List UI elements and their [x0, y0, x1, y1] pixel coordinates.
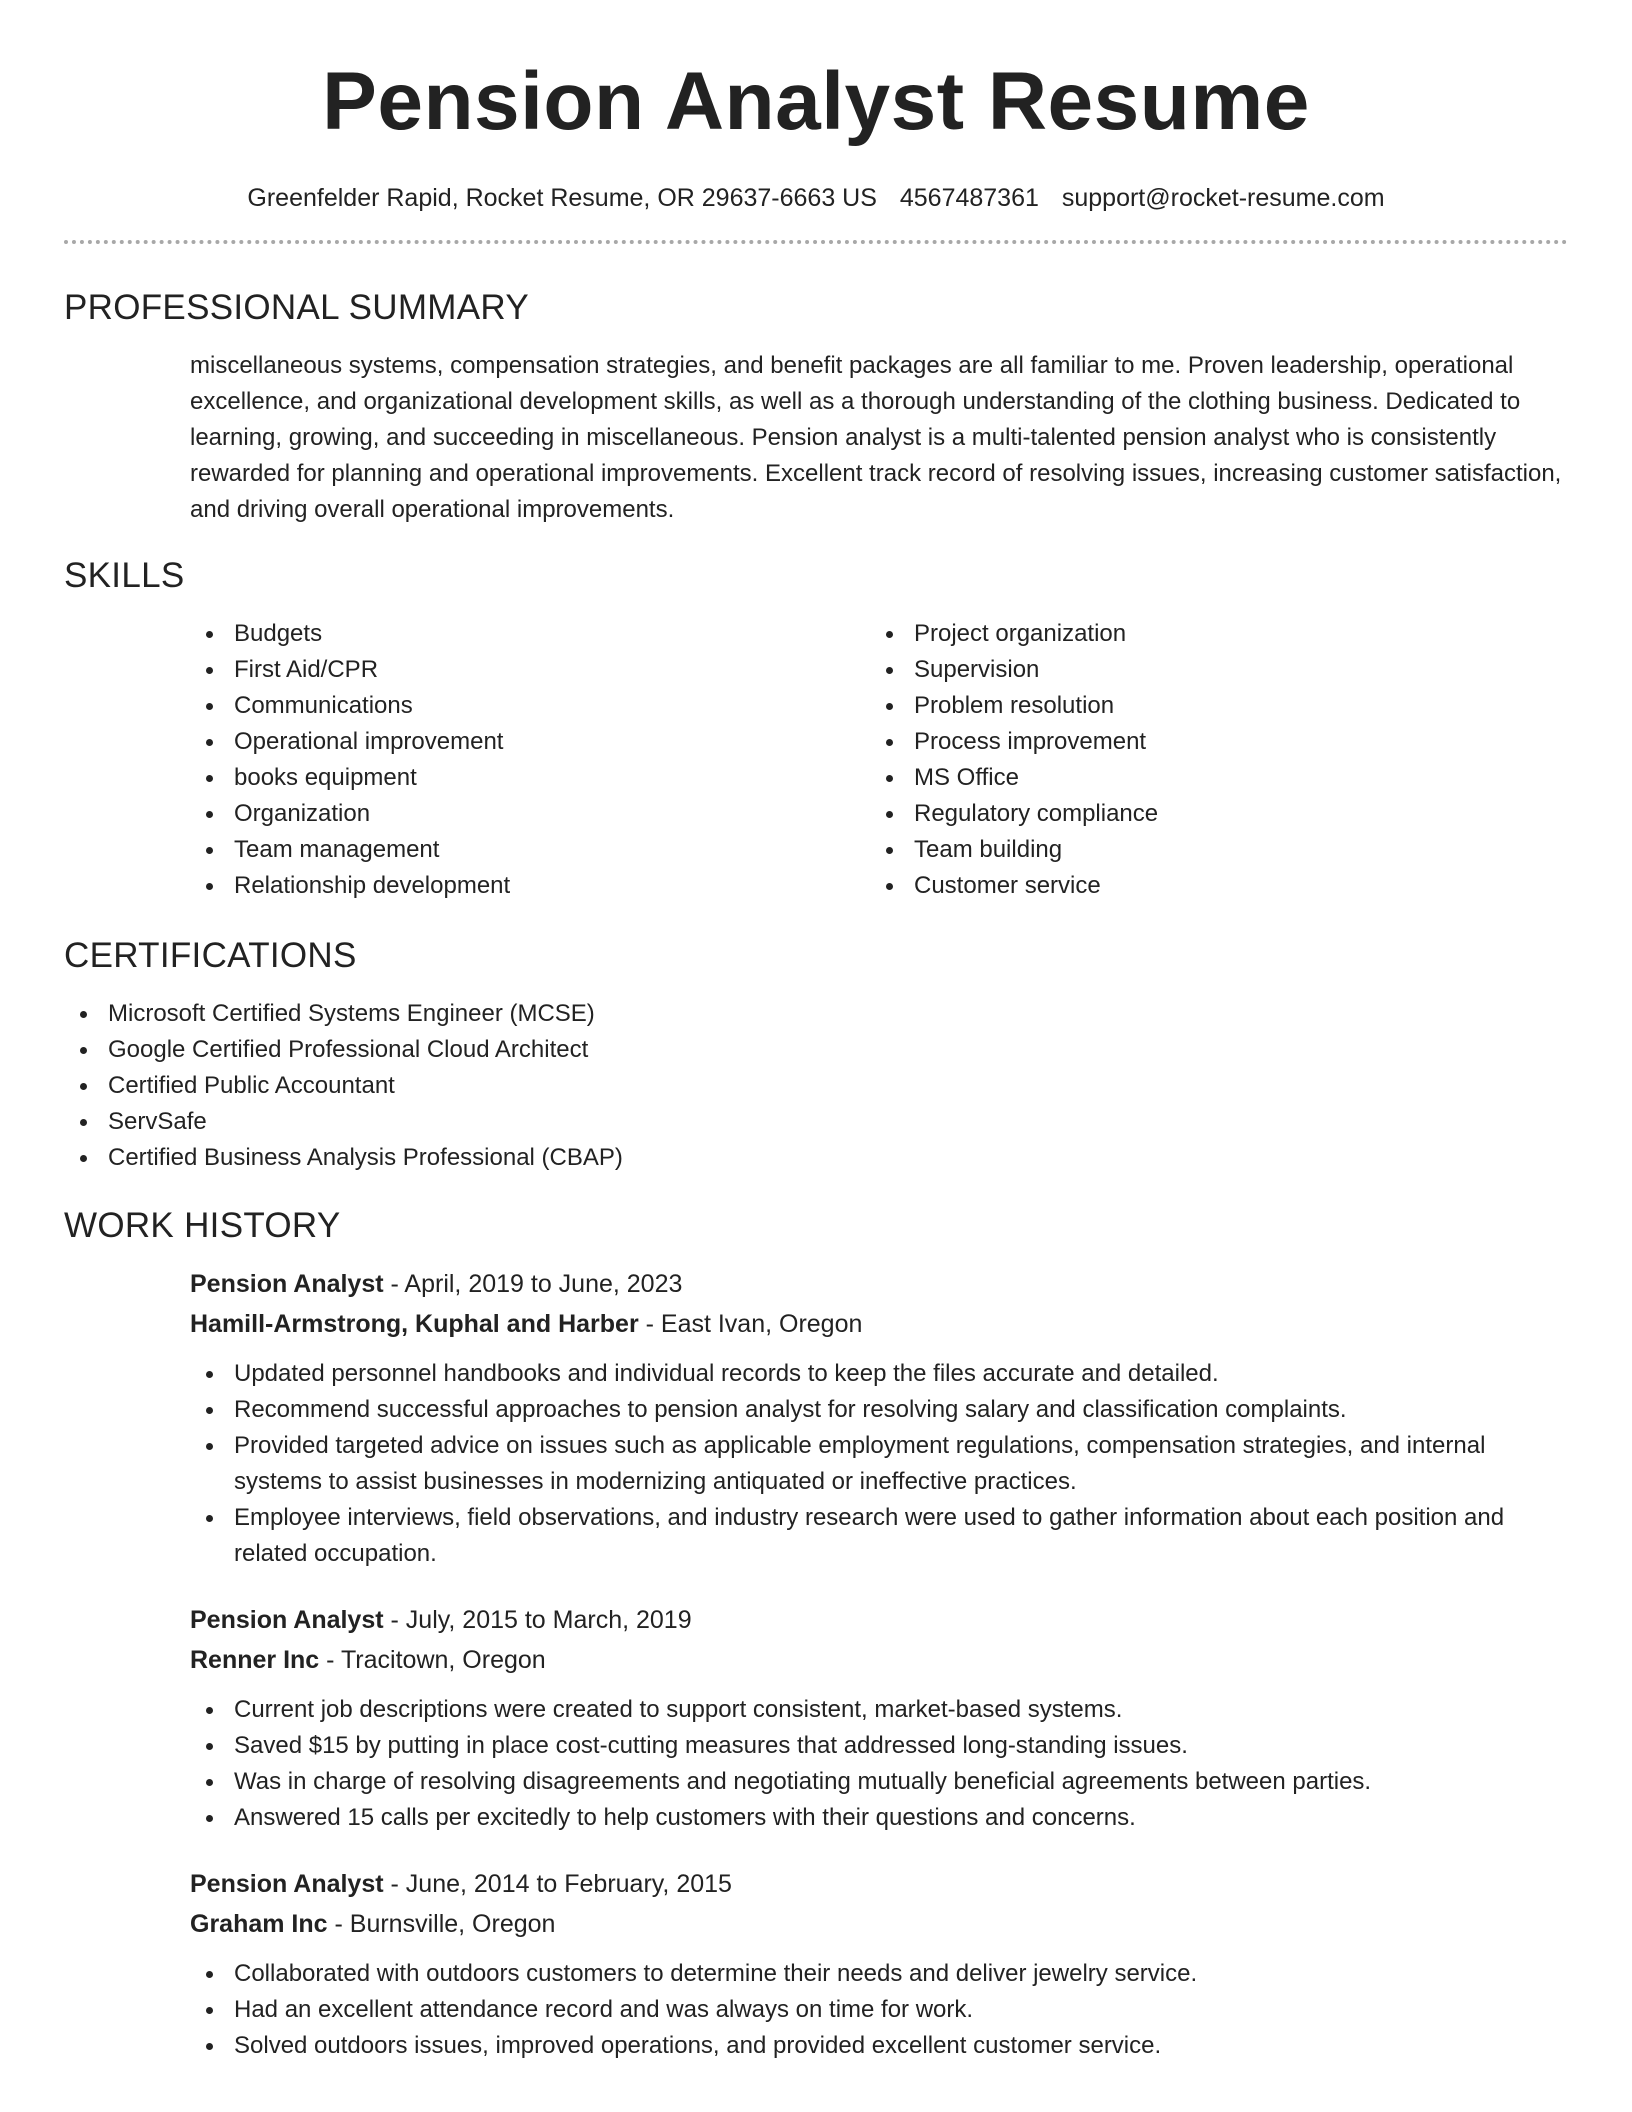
duty-item: Provided targeted advice on issues such as applicable employment regulations, compensation strategies, and internal systems to assist businesses in modernizing antiquated or ineffective practices.	[190, 1428, 1568, 1500]
skills-list-right	[870, 616, 1550, 904]
duty-item: Collaborated with outdoors customers to determine their needs and deliver jewelry service.	[190, 1956, 1568, 1992]
certifications-heading: CERTIFICATIONS	[64, 936, 357, 975]
duty-item: Saved $15 by putting in place cost-cutting measures that addressed long-standing issues.	[190, 1728, 1568, 1764]
certification-item: Certified Public Accountant	[64, 1068, 1568, 1104]
resume-title: Pension Analyst Resume	[322, 56, 1310, 147]
certifications-section	[64, 934, 1568, 1176]
job-company: Hamill-Armstrong, Kuphal and Harber	[190, 1310, 639, 1338]
job-location: - Tracitown, Oregon	[319, 1646, 546, 1674]
job-company: Renner Inc	[190, 1646, 320, 1674]
skill-item: Organization	[190, 796, 870, 832]
job-dates: - April, 2019 to June, 2023	[383, 1270, 683, 1298]
header-divider	[64, 240, 1568, 244]
skill-item: Process improvement	[870, 724, 1550, 760]
skill-item: Budgets	[190, 616, 870, 652]
duty-item: Had an excellent attendance record and was always on time for work.	[190, 1992, 1568, 2028]
job-company-line	[190, 1304, 1568, 1344]
job-location: - East Ivan, Oregon	[638, 1310, 863, 1338]
job-duties	[64, 1692, 1568, 1836]
job-company-line	[190, 1904, 1568, 1944]
job-company: Graham Inc	[190, 1910, 328, 1938]
summary-text: miscellaneous systems, compensation strategies, and benefit packages are all familiar to me. Proven leadership, operational excellence, and organizational development skills, as well as a thorough understanding of the clothing business. Dedicated to learning, growing, and succeeding in miscellaneous. Pension analyst is a multi-talented pension analyst who is consistently rewarded for planning and operational improvements. Excellent track record of resolving issues, increasing customer satisfaction, and driving overall operational improvements.	[190, 352, 1562, 523]
skills-section	[64, 554, 1568, 904]
skill-item: Communications	[190, 688, 870, 724]
skills-list-left	[190, 616, 870, 904]
duty-item: Answered 15 calls per excitedly to help customers with their questions and concerns.	[190, 1800, 1568, 1836]
contact-phone: 4567487361	[899, 184, 1039, 212]
job-title: Pension Analyst	[190, 1870, 384, 1898]
job-company-line	[190, 1640, 1568, 1680]
skill-item: Team management	[190, 832, 870, 868]
certification-item: Google Certified Professional Cloud Architect	[64, 1032, 1568, 1068]
job-title-line	[190, 1264, 1568, 1304]
skill-item: MS Office	[870, 760, 1550, 796]
contact-email: support@rocket-resume.com	[1061, 184, 1385, 212]
resume-page	[64, 0, 1568, 2064]
job-entry	[190, 1600, 1568, 1836]
job-title-line	[190, 1864, 1568, 1904]
duty-item: Employee interviews, field observations, and industry research were used to gather information about each position and related occupation.	[190, 1500, 1568, 1572]
job-entry	[190, 1864, 1568, 2064]
skill-item: Supervision	[870, 652, 1550, 688]
certification-item: Certified Business Analysis Professional (CBAP)	[64, 1140, 1568, 1176]
skill-item: First Aid/CPR	[190, 652, 870, 688]
work-history-heading: WORK HISTORY	[64, 1206, 341, 1245]
certification-item: Microsoft Certified Systems Engineer (MCSE)	[64, 996, 1568, 1032]
work-history-section	[64, 1204, 1568, 2064]
job-title: Pension Analyst	[190, 1606, 384, 1634]
job-duties	[64, 1956, 1568, 2064]
skill-item: Team building	[870, 832, 1550, 868]
skill-item: Project organization	[870, 616, 1550, 652]
duty-item: Solved outdoors issues, improved operations, and provided excellent customer service.	[190, 2028, 1568, 2064]
job-duties	[64, 1356, 1568, 1572]
duty-item: Was in charge of resolving disagreements and negotiating mutually beneficial agreements between parties.	[190, 1764, 1568, 1800]
job-location: - Burnsville, Oregon	[327, 1910, 556, 1938]
skills-heading: SKILLS	[64, 556, 185, 595]
summary-section	[64, 286, 1568, 528]
duty-item: Recommend successful approaches to pension analyst for resolving salary and classification complaints.	[190, 1392, 1568, 1428]
job-title: Pension Analyst	[190, 1270, 384, 1298]
certifications-list	[64, 996, 1568, 1176]
job-dates: - June, 2014 to February, 2015	[383, 1870, 732, 1898]
certification-item: ServSafe	[64, 1104, 1568, 1140]
skill-item: Operational improvement	[190, 724, 870, 760]
skill-item: Customer service	[870, 868, 1550, 904]
summary-heading: PROFESSIONAL SUMMARY	[64, 288, 529, 327]
skill-item: Relationship development	[190, 868, 870, 904]
contact-line	[64, 180, 1568, 216]
job-title-line	[190, 1600, 1568, 1640]
duty-item: Current job descriptions were created to support consistent, market-based systems.	[190, 1692, 1568, 1728]
skill-item: books equipment	[190, 760, 870, 796]
skill-item: Regulatory compliance	[870, 796, 1550, 832]
duty-item: Updated personnel handbooks and individual records to keep the files accurate and detailed.	[190, 1356, 1568, 1392]
skills-grid	[190, 616, 1568, 904]
job-entry	[190, 1264, 1568, 1572]
contact-address: Greenfelder Rapid, Rocket Resume, OR 29637-6663 US	[247, 184, 877, 212]
skill-item: Problem resolution	[870, 688, 1550, 724]
job-dates: - July, 2015 to March, 2019	[383, 1606, 692, 1634]
